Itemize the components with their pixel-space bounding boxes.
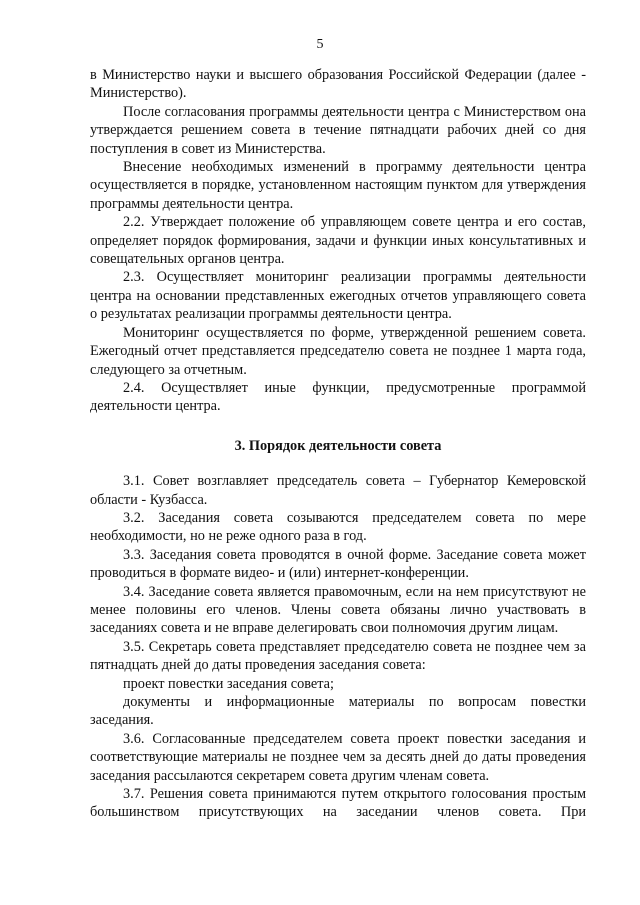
document-body — [90, 66, 586, 822]
page-number: 5 — [316, 37, 324, 52]
paragraph-3-3: 3.3. Заседания совета проводятся в очной форме. Заседание совета может проводиться в формате видео- и (или) интернет-конференции. — [90, 546, 586, 582]
paragraph-3-4: 3.4. Заседание совета является правомочным, если на нем присутствуют не менее половины его членов. Члены совета обязаны лично участвовать в заседаниях совета и не вправе делегировать свои полномочия другим лицам. — [90, 583, 586, 637]
paragraph-3-1: 3.1. Совет возглавляет председатель совета – Губернатор Кемеровской области - Кузбасса. — [90, 473, 586, 508]
paragraph-program-changes: Внесение необходимых изменений в программу деятельности центра осуществляется в порядке, установленном настоящим пунктом для утверждения программы деятельности центра. — [90, 159, 586, 212]
paragraph-2-4: 2.4. Осуществляет иные функции, предусмотренные программой деятельности центра. — [90, 379, 586, 415]
list-item-documents: документы и информационные материалы по вопросам повестки заседания. — [90, 694, 586, 729]
paragraph-3-6: 3.6. Согласованные председателем совета проект повестки заседания и соответствующие материалы не позднее чем за десять дней до даты проведения заседания рассылаются секретарем совета другим членам совета. — [90, 730, 586, 784]
paragraph-program-approval: После согласования программы деятельности центра с Министерством она утверждается решением совета в течение пятнадцати рабочих дней со дня поступления в совет из Министерства. — [90, 103, 586, 157]
paragraph-ministry-reference: в Министерство науки и высшего образования Российской Федерации (далее - Министерство). — [90, 67, 586, 102]
section-3-title: 3. Порядок деятельности совета — [234, 437, 442, 454]
paragraph-3-2: 3.2. Заседания совета созываются председателем совета по мере необходимости, но не реже одного раза в год. — [90, 509, 586, 545]
list-item-agenda-draft: проект повестки заседания совета; — [123, 675, 334, 692]
paragraph-3-5: 3.5. Секретарь совета представляет председателю совета не позднее чем за пятнадцать дней до даты проведения заседания совета: — [90, 638, 586, 674]
paragraph-3-7: 3.7. Решения совета принимаются путем открытого голосования простым большинством присутствующих на заседании членов совета. При — [90, 786, 586, 821]
paragraph-monitoring-form: Мониторинг осуществляется по форме, утвержденной решением совета. Ежегодный отчет представляется председателю совета не позднее 1 марта года, следующего за отчетным. — [90, 324, 586, 378]
paragraph-2-3: 2.3. Осуществляет мониторинг реализации программы деятельности центра на основании представленных ежегодных отчетов управляющего совета о результатах реализации программы деятельности центра. — [90, 269, 586, 323]
paragraph-2-2: 2.2. Утверждает положение об управляющем совете центра и его состав, определяет порядок формирования, задачи и функции иных консультативных и совещательных органов центра. — [90, 214, 586, 268]
